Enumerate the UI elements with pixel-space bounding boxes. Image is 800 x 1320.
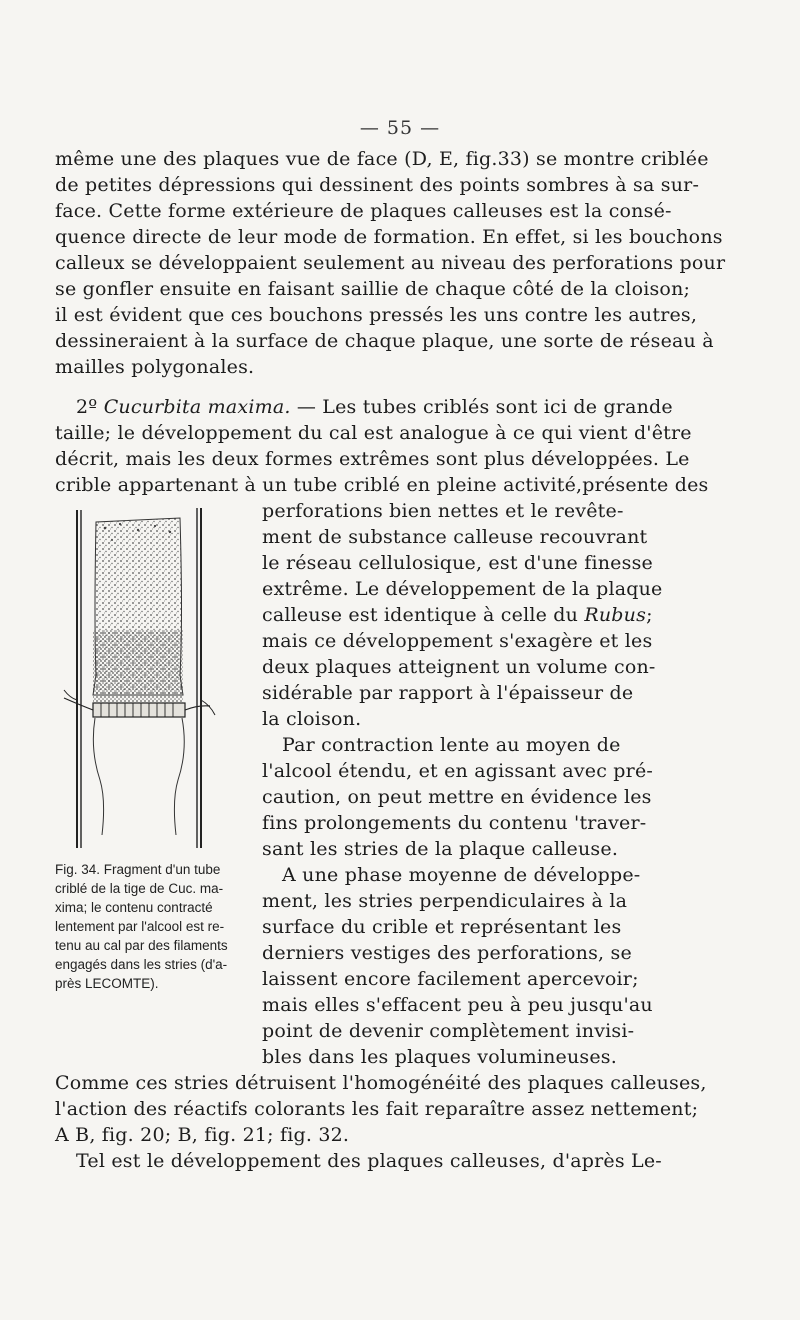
narrow-line: fins prolongements du contenu 'traver- <box>262 812 647 834</box>
narrow-line: la cloison. <box>262 708 362 730</box>
body-line: Tel est le développement des plaques calleuses, d'après Le- <box>76 1150 662 1172</box>
body-line: de petites dépressions qui dessinent des points sombres à sa sur- <box>55 174 700 196</box>
caption-line: Fig. 34. Fragment d'un tube <box>55 862 221 877</box>
body-line: se gonfler ensuite en faisant saillie de chaque côté de la cloison; <box>55 278 691 300</box>
narrow-line: point de devenir complètement invisi- <box>262 1020 635 1042</box>
narrow-line: ment de substance calleuse recouvrant <box>262 526 648 548</box>
narrow-line: caution, on peut mettre en évidence les <box>262 786 652 808</box>
caption-line: xima; le contenu contracté <box>55 900 213 915</box>
narrow-line: l'alcool étendu, et en agissant avec pré- <box>262 760 654 782</box>
narrow-line: Par contraction lente au moyen de <box>282 734 621 756</box>
body-line: mailles polygonales. <box>55 356 255 378</box>
narrow-line: A une phase moyenne de développe- <box>282 864 641 886</box>
narrow-line: laissent encore facilement apercevoir; <box>262 968 639 990</box>
caption-line: criblé de la tige de Cuc. ma- <box>55 881 224 896</box>
body-line: il est évident que ces bouchons pressés les uns contre les autres, <box>55 304 698 326</box>
narrow-line: extrême. Le développement de la plaque <box>262 578 663 600</box>
narrow-line: sant les stries de la plaque calleuse. <box>262 838 619 860</box>
narrow-line: mais ce développement s'exagère et les <box>262 630 653 652</box>
narrow-line: le réseau cellulosique, est d'une finesse <box>262 552 653 574</box>
body-line: taille; le développement du cal est analogue à ce qui vient d'être <box>55 422 692 444</box>
figure-caption <box>55 860 255 993</box>
caption-line: près LECOMTE). <box>55 976 159 991</box>
rubus-after: ; <box>646 604 653 626</box>
section-number: 2º <box>76 396 98 418</box>
body-line: crible appartenant à un tube criblé en pleine activité,présente des <box>55 474 709 496</box>
body-line: calleux se développaient seulement au niveau des perforations pour <box>55 252 726 274</box>
page-number: — 55 — <box>359 117 441 139</box>
body-line: décrit, mais les deux formes extrêmes sont plus développées. Le <box>55 448 690 470</box>
narrow-line: mais elles s'effacent peu à peu jusqu'au <box>262 994 653 1016</box>
body-line: même une des plaques vue de face (D, E, fig.33) se montre criblée <box>55 148 709 170</box>
figure-34-illustration <box>60 500 250 855</box>
caption-line: lentement par l'alcool est re- <box>55 919 225 934</box>
narrow-line: ment, les stries perpendiculaires à la <box>262 890 628 912</box>
caption-line: tenu au cal par des filaments <box>55 938 228 953</box>
narrow-line: bles dans les plaques volumineuses. <box>262 1046 617 1068</box>
narrow-line: deux plaques atteignent un volume con- <box>262 656 656 678</box>
caption-line: engagés dans les stries (d'a- <box>55 957 228 972</box>
body-line: quence directe de leur mode de formation. En effet, si les bouchons <box>55 226 723 248</box>
narrow-line: sidérable par rapport à l'épaisseur de <box>262 682 634 704</box>
rubus-italic: Rubus <box>584 604 647 626</box>
narrow-line: surface du crible et représentant les <box>262 916 622 938</box>
narrow-line: derniers vestiges des perforations, se <box>262 942 632 964</box>
body-line: l'action des réactifs colorants les fait reparaître assez nettement; <box>55 1098 699 1120</box>
narrow-line-rubus <box>262 602 653 628</box>
species-name: Cucurbita maxima. <box>103 396 291 418</box>
body-line: face. Cette forme extérieure de plaques calleuses est la consé- <box>55 200 672 222</box>
sieve-tube-drawing <box>60 500 250 855</box>
body-line: A B, fig. 20; B, fig. 21; fig. 32. <box>55 1124 350 1146</box>
body-line: dessineraient à la surface de chaque plaque, une sorte de réseau à <box>55 330 714 352</box>
narrow-line: perforations bien nettes et le revête- <box>262 500 624 522</box>
section-heading-rest: — Les tubes criblés sont ici de grande <box>290 396 673 418</box>
rubus-before: calleuse est identique à celle du <box>262 604 585 626</box>
body-line: Comme ces stries détruisent l'homogénéité des plaques calleuses, <box>55 1072 707 1094</box>
section-heading <box>76 394 673 420</box>
